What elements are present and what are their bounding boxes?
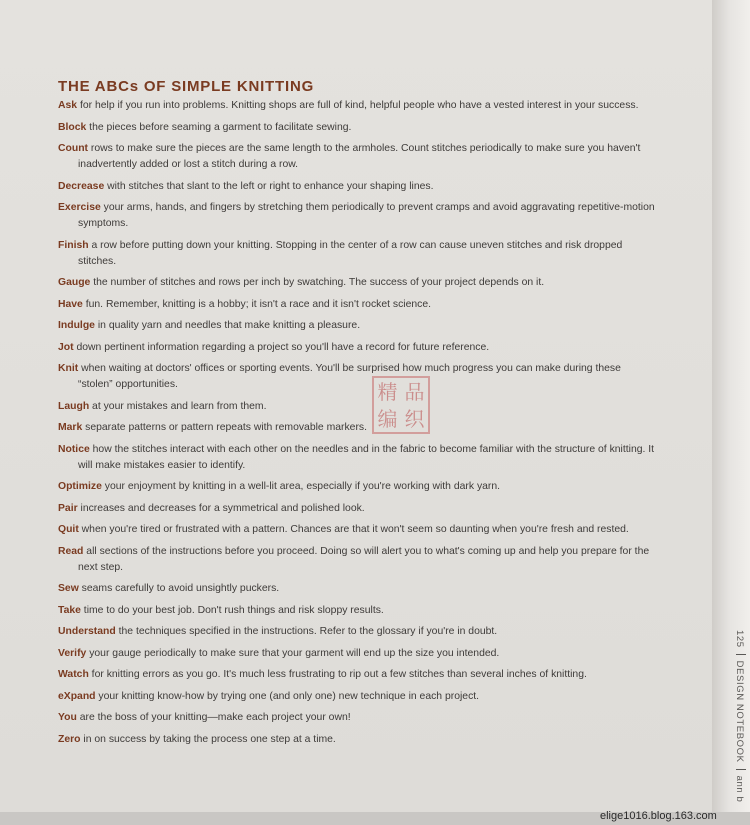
list-item bbox=[58, 275, 658, 291]
list-item bbox=[58, 689, 658, 705]
stamp-char: 织 bbox=[404, 406, 425, 431]
running-footer bbox=[733, 630, 748, 820]
entry-keyword: Pair bbox=[58, 502, 78, 514]
entry-keyword: Exercise bbox=[58, 202, 101, 213]
page-title: THE ABCs OF SIMPLE KNITTING bbox=[58, 78, 315, 95]
entry-text: rows to make sure the pieces are the same length to the armholes. Count stitches periodically to make sure you haven't inadvertently added or lost a stitch during a row. bbox=[78, 143, 641, 170]
side-extra: ann b bbox=[734, 775, 745, 803]
entry-text: seams carefully to avoid unsightly puckers. bbox=[78, 583, 280, 594]
section-name: DESIGN NOTEBOOK bbox=[734, 660, 745, 763]
abc-list bbox=[58, 98, 658, 753]
entry-text: with stitches that slant to the left or right to enhance your shaping lines. bbox=[104, 180, 434, 192]
entry-text: when waiting at doctors' offices or sporting events. You'll be surprised how much progress you can make during these “stolen” opportunities. bbox=[78, 363, 621, 390]
entry-text: your knitting know-how by trying one (and only one) new technique in each project. bbox=[95, 690, 480, 702]
entry-text: down pertinent information regarding a project so you'll have a record for future reference. bbox=[73, 341, 490, 353]
entry-keyword: Decrease bbox=[58, 180, 105, 192]
entry-text: the number of stitches and rows per inch by swatching. The success of your project depends on it. bbox=[90, 277, 545, 288]
list-item bbox=[58, 732, 658, 748]
entry-text: are the boss of your knitting—make each project your own! bbox=[76, 712, 351, 723]
entry-keyword: Understand bbox=[58, 626, 116, 637]
entry-text: in on success by taking the process one step at a time. bbox=[80, 733, 336, 745]
entry-text: the pieces before seaming a garment to facilitate sewing. bbox=[86, 121, 352, 133]
list-item bbox=[58, 141, 658, 173]
list-item bbox=[58, 297, 658, 313]
list-item bbox=[58, 399, 658, 415]
entry-keyword: Quit bbox=[58, 524, 79, 535]
entry-keyword: Count bbox=[58, 143, 89, 154]
entry-text: the techniques specified in the instructions. Refer to the glossary if you're in doubt. bbox=[115, 626, 498, 637]
entry-text: for knitting errors as you go. It's much less frustrating to rip out a few stitches than several inches of knitting. bbox=[88, 669, 587, 680]
stamp-char: 精 bbox=[377, 379, 398, 404]
list-item bbox=[58, 501, 658, 517]
list-item bbox=[58, 340, 658, 356]
divider bbox=[736, 769, 746, 770]
entry-keyword: Watch bbox=[58, 669, 89, 680]
entry-keyword: Finish bbox=[58, 239, 89, 251]
entry-text: your arms, hands, and fingers by stretching them periodically to prevent cramps and avoid aggravating repetitive-motion symptoms. bbox=[78, 202, 655, 229]
stamp-char: 编 bbox=[377, 406, 398, 431]
entry-keyword: Verify bbox=[58, 647, 87, 659]
entry-keyword: You bbox=[58, 712, 77, 723]
entry-text: for help if you run into problems. Knitting shops are full of kind, helpful people who have a vested interest in your success. bbox=[77, 100, 639, 111]
entry-text: your gauge periodically to make sure that your garment will end up the size you intended. bbox=[86, 647, 500, 659]
divider bbox=[736, 654, 746, 655]
entry-text: at your mistakes and learn from them. bbox=[89, 400, 267, 412]
seal-stamp bbox=[372, 376, 430, 434]
entry-keyword: Knit bbox=[58, 363, 79, 374]
entry-text: how the stitches interact with each other on the needles and in the fabric to become familiar with the structure of knitting. It will make mistakes easier to identify. bbox=[78, 443, 655, 471]
list-item bbox=[58, 120, 658, 136]
list-item bbox=[58, 200, 658, 232]
list-item bbox=[58, 361, 658, 393]
list-item bbox=[58, 238, 658, 270]
entry-keyword: Mark bbox=[58, 422, 83, 433]
entry-keyword: Take bbox=[58, 604, 81, 616]
entry-keyword: Optimize bbox=[58, 481, 102, 492]
watermark-url: elige1016.blog.163.com bbox=[600, 810, 717, 822]
list-item bbox=[58, 318, 658, 334]
list-item bbox=[58, 603, 658, 619]
entry-keyword: Read bbox=[58, 545, 84, 557]
entry-text: time to do your best job. Don't rush things and risk sloppy results. bbox=[80, 604, 384, 616]
entry-keyword: Notice bbox=[58, 443, 90, 455]
list-item bbox=[58, 479, 658, 495]
entry-text: fun. Remember, knitting is a hobby; it isn't a race and it isn't rocket science. bbox=[82, 298, 432, 310]
entry-keyword: Ask bbox=[58, 100, 78, 111]
list-item bbox=[58, 98, 658, 114]
stamp-char: 品 bbox=[404, 379, 425, 404]
list-item bbox=[58, 522, 658, 538]
entry-keyword: Sew bbox=[58, 583, 79, 594]
entry-text: in quality yarn and needles that make knitting a pleasure. bbox=[94, 320, 361, 331]
entry-text: your enjoyment by knitting in a well-lit area, especially if you're working with dark yarn. bbox=[101, 481, 501, 492]
list-item bbox=[58, 179, 658, 195]
entry-keyword: Have bbox=[58, 298, 83, 310]
list-item bbox=[58, 646, 658, 662]
page-number: 125 bbox=[734, 630, 745, 648]
list-item bbox=[58, 442, 658, 474]
list-item bbox=[58, 420, 658, 436]
entry-keyword: Indulge bbox=[58, 320, 95, 331]
list-item bbox=[58, 624, 658, 640]
entry-keyword: Gauge bbox=[58, 277, 91, 288]
entry-keyword: Laugh bbox=[58, 400, 90, 412]
entry-keyword: eXpand bbox=[58, 690, 96, 702]
entry-keyword: Jot bbox=[58, 341, 74, 353]
entry-keyword: Block bbox=[58, 121, 87, 133]
list-item bbox=[58, 544, 658, 576]
entry-text: all sections of the instructions before you proceed. Doing so will alert you to what's coming up and help you prepare for the next step. bbox=[78, 545, 650, 573]
entry-keyword: Zero bbox=[58, 733, 81, 745]
entry-text: a row before putting down your knitting. Stopping in the center of a row can cause uneven stitches and risk dropped stitches. bbox=[78, 239, 623, 267]
list-item bbox=[58, 581, 658, 597]
entry-text: separate patterns or pattern repeats with removable markers. bbox=[82, 422, 367, 433]
list-item bbox=[58, 710, 658, 726]
entry-text: when you're tired or frustrated with a pattern. Chances are that it won't seem so daunting when you're fresh and rested. bbox=[78, 524, 629, 535]
list-item bbox=[58, 667, 658, 683]
entry-text: increases and decreases for a symmetrical and polished look. bbox=[77, 502, 365, 514]
